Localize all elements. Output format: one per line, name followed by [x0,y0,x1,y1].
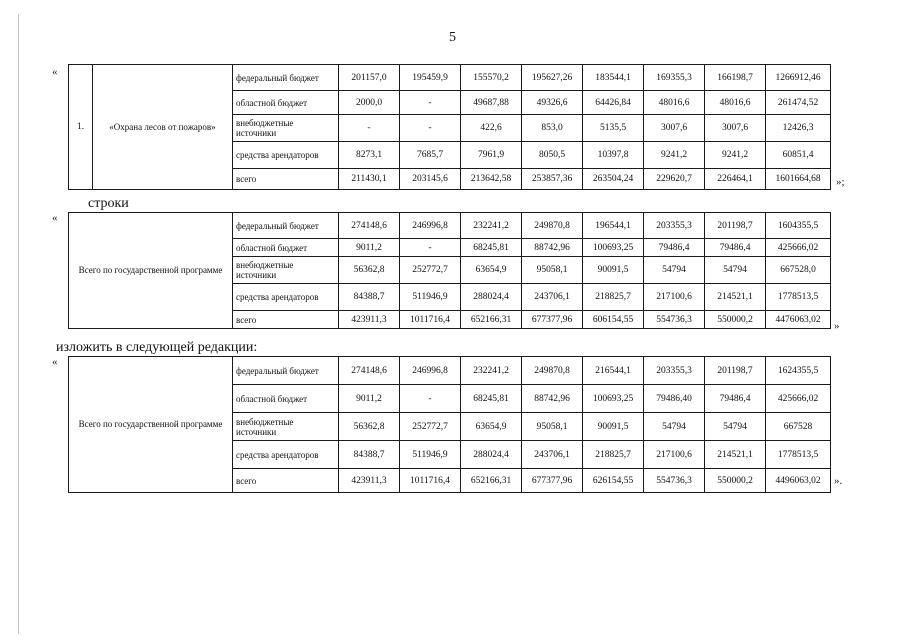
funding-source: федеральный бюджет [233,213,339,239]
program-name: Всего по государственной программе [69,213,233,329]
value-cell: 263504,24 [583,169,644,190]
value-cell: 1778513,5 [766,441,831,469]
value-cell: 54794 [644,257,705,284]
value-cell: 201157,0 [339,65,400,91]
value-cell: 554736,3 [644,469,705,493]
value-cell: 195459,9 [400,65,461,91]
value-cell: 56362,8 [339,257,400,284]
value-cell: 226464,1 [705,169,766,190]
value-cell: 8050,5 [522,142,583,169]
value-cell: 95058,1 [522,257,583,284]
funding-source: областной бюджет [233,239,339,257]
value-cell: 79486,4 [705,239,766,257]
value-cell: 422,6 [461,115,522,142]
value-cell: 1624355,5 [766,357,831,385]
value-cell: 68245,81 [461,385,522,413]
value-cell: 252772,7 [400,257,461,284]
value-cell: 217100,6 [644,441,705,469]
row-index: 1. [69,65,93,190]
value-cell: 425666,02 [766,239,831,257]
value-cell: - [400,385,461,413]
value-cell: 79486,40 [644,385,705,413]
value-cell: 49687,88 [461,91,522,115]
value-cell: - [400,91,461,115]
value-cell: 60851,4 [766,142,831,169]
value-cell: 64426,84 [583,91,644,115]
value-cell: 652166,31 [461,469,522,493]
value-cell: 201198,7 [705,213,766,239]
funding-source: внебюджетные источники [233,257,339,284]
value-cell: 232241,2 [461,357,522,385]
value-cell: 3007,6 [644,115,705,142]
value-cell: 423911,3 [339,469,400,493]
value-cell: 425666,02 [766,385,831,413]
funding-source: средства арендаторов [233,284,339,311]
value-cell: 166198,7 [705,65,766,91]
value-cell: 216544,1 [583,357,644,385]
value-cell: 214521,1 [705,284,766,311]
funding-source: средства арендаторов [233,441,339,469]
funding-source: всего [233,469,339,493]
value-cell: 249870,8 [522,357,583,385]
open-quote-3: « [52,356,58,368]
value-cell: 1266912,46 [766,65,831,91]
value-cell: 9011,2 [339,385,400,413]
page-number: 5 [449,30,456,45]
value-cell: 253857,36 [522,169,583,190]
value-cell: 606154,55 [583,311,644,329]
value-cell: - [339,115,400,142]
value-cell: - [400,239,461,257]
value-cell: 90091,5 [583,413,644,441]
value-cell: 63654,9 [461,413,522,441]
value-cell: 252772,7 [400,413,461,441]
value-cell: 550000,2 [705,469,766,493]
value-cell: 203355,3 [644,213,705,239]
value-cell: 8273,1 [339,142,400,169]
value-cell: 155570,2 [461,65,522,91]
value-cell: 1778513,5 [766,284,831,311]
value-cell: 249870,8 [522,213,583,239]
value-cell: 79486,4 [705,385,766,413]
funding-source: внебюджетные источники [233,413,339,441]
value-cell: 195627,26 [522,65,583,91]
value-cell: 246996,8 [400,213,461,239]
value-cell: 63654,9 [461,257,522,284]
value-cell: 54794 [644,413,705,441]
table-row [69,357,831,385]
value-cell: 550000,2 [705,311,766,329]
funding-source: областной бюджет [233,385,339,413]
funding-source: федеральный бюджет [233,65,339,91]
close-quote-1: »; [836,176,845,188]
value-cell: 261474,52 [766,91,831,115]
value-cell: 218825,7 [583,284,644,311]
value-cell: 213642,58 [461,169,522,190]
value-cell: 274148,6 [339,357,400,385]
value-cell: 423911,3 [339,311,400,329]
value-cell: 243706,1 [522,441,583,469]
value-cell: 246996,8 [400,357,461,385]
value-cell: 203145,6 [400,169,461,190]
value-cell: 288024,4 [461,441,522,469]
funding-source: федеральный бюджет [233,357,339,385]
value-cell: 2000,0 [339,91,400,115]
value-cell: 4496063,02 [766,469,831,493]
table-total-new [68,356,831,493]
value-cell: 853,0 [522,115,583,142]
value-cell: 677377,96 [522,311,583,329]
value-cell: 84388,7 [339,441,400,469]
value-cell: 7961,9 [461,142,522,169]
value-cell: 218825,7 [583,441,644,469]
value-cell: 183544,1 [583,65,644,91]
value-cell: 68245,81 [461,239,522,257]
funding-source: средства арендаторов [233,142,339,169]
value-cell: 56362,8 [339,413,400,441]
value-cell: 100693,25 [583,239,644,257]
value-cell: 1604355,5 [766,213,831,239]
value-cell: 667528,0 [766,257,831,284]
value-cell: 7685,7 [400,142,461,169]
value-cell: 54794 [705,257,766,284]
value-cell: 88742,96 [522,385,583,413]
value-cell: 217100,6 [644,284,705,311]
program-name: «Охрана лесов от пожаров» [93,65,233,190]
program-name: Всего по государственной программе [69,357,233,493]
funding-source: внебюджетные источники [233,115,339,142]
value-cell: 169355,3 [644,65,705,91]
value-cell: 12426,3 [766,115,831,142]
value-cell: 1011716,4 [400,469,461,493]
table-total-old [68,212,831,329]
value-cell: 214521,1 [705,441,766,469]
heading-rows: строки [88,196,129,211]
funding-source: всего [233,169,339,190]
value-cell: 95058,1 [522,413,583,441]
open-quote-2: « [52,212,58,224]
close-quote-2: » [834,320,840,332]
value-cell: 79486,4 [644,239,705,257]
value-cell: 3007,6 [705,115,766,142]
value-cell: 90091,5 [583,257,644,284]
value-cell: 48016,6 [644,91,705,115]
value-cell: 5135,5 [583,115,644,142]
left-edge-line [18,14,19,634]
value-cell: 1601664,68 [766,169,831,190]
value-cell: 88742,96 [522,239,583,257]
funding-source: областной бюджет [233,91,339,115]
value-cell: 288024,4 [461,284,522,311]
value-cell: 554736,3 [644,311,705,329]
value-cell: 211430,1 [339,169,400,190]
open-quote-1: « [52,66,58,78]
value-cell: 9011,2 [339,239,400,257]
value-cell: 203355,3 [644,357,705,385]
heading-replace: изложить в следующей редакции: [56,340,258,355]
table-row [69,213,831,239]
value-cell: 667528 [766,413,831,441]
value-cell: 201198,7 [705,357,766,385]
value-cell: 626154,55 [583,469,644,493]
value-cell: 274148,6 [339,213,400,239]
value-cell: 10397,8 [583,142,644,169]
value-cell: 100693,25 [583,385,644,413]
value-cell: 9241,2 [644,142,705,169]
value-cell: 677377,96 [522,469,583,493]
funding-source: всего [233,311,339,329]
value-cell: - [400,115,461,142]
value-cell: 1011716,4 [400,311,461,329]
value-cell: 229620,7 [644,169,705,190]
value-cell: 9241,2 [705,142,766,169]
close-quote-3: ». [834,475,843,487]
value-cell: 54794 [705,413,766,441]
value-cell: 84388,7 [339,284,400,311]
value-cell: 243706,1 [522,284,583,311]
value-cell: 652166,31 [461,311,522,329]
value-cell: 48016,6 [705,91,766,115]
value-cell: 232241,2 [461,213,522,239]
value-cell: 4476063,02 [766,311,831,329]
value-cell: 196544,1 [583,213,644,239]
value-cell: 49326,6 [522,91,583,115]
table-fire-protection [68,64,831,190]
value-cell: 511946,9 [400,284,461,311]
table-row [69,65,831,91]
value-cell: 511946,9 [400,441,461,469]
